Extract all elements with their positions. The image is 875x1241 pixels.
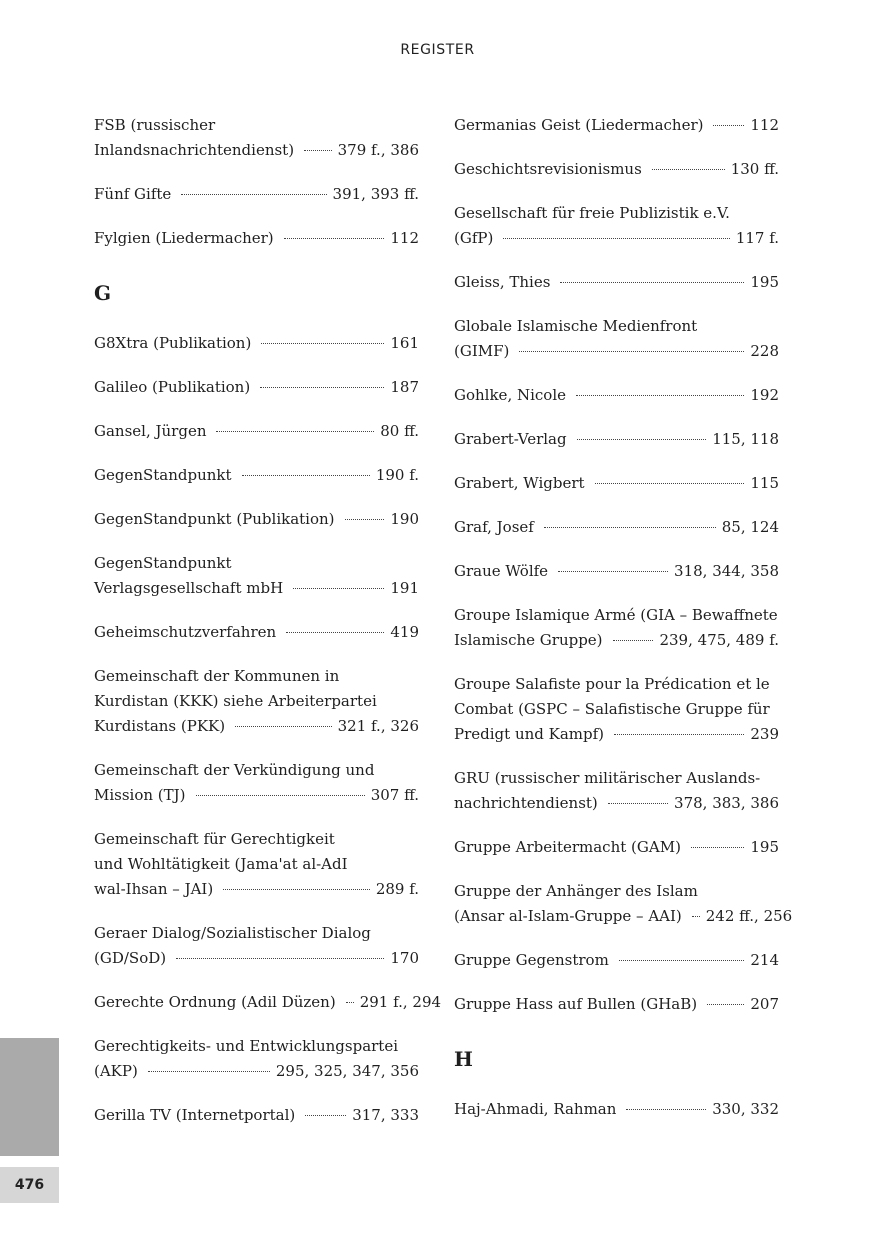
entry-last-line bbox=[94, 182, 419, 207]
index-entry bbox=[454, 672, 779, 747]
entry-last-line bbox=[94, 714, 419, 739]
entry-page-refs: 161 bbox=[390, 334, 419, 352]
dot-leader bbox=[304, 150, 332, 151]
entry-last-line bbox=[454, 992, 779, 1017]
entry-page-refs: 419 bbox=[390, 623, 419, 641]
dot-leader bbox=[713, 125, 744, 126]
entry-term-line: Gesellschaft für freie Publizistik e.V. bbox=[454, 204, 730, 222]
dot-leader bbox=[196, 795, 365, 796]
entry-term-line: Groupe Salafiste pour la Prédication et le bbox=[454, 675, 770, 693]
index-entry bbox=[454, 1097, 779, 1122]
entry-term-line: Gemeinschaft der Kommunen in bbox=[94, 667, 340, 685]
index-entry bbox=[454, 314, 779, 364]
entry-last-line bbox=[94, 226, 419, 251]
index-entry bbox=[94, 921, 419, 971]
entry-page-refs: 80 ff. bbox=[380, 422, 419, 440]
running-head: REGISTER bbox=[400, 42, 475, 58]
entry-term-line: (GD/SoD) bbox=[94, 949, 167, 967]
dot-leader bbox=[560, 282, 744, 283]
dot-leader bbox=[345, 519, 385, 520]
entry-page-refs: 291 f., 294 bbox=[359, 993, 442, 1011]
dot-leader bbox=[558, 571, 668, 572]
dot-leader bbox=[305, 1115, 346, 1116]
entry-page-refs: 330, 332 bbox=[712, 1100, 779, 1118]
entry-page-refs: 130 ff. bbox=[730, 160, 779, 178]
index-entry bbox=[454, 948, 779, 973]
entry-page-refs: 190 f. bbox=[375, 466, 419, 484]
dot-leader bbox=[261, 343, 384, 344]
entry-page-refs: 239, 475, 489 f. bbox=[659, 631, 779, 649]
dot-leader bbox=[223, 889, 370, 890]
entry-term-line: Mission (TJ) bbox=[94, 786, 186, 804]
index-entry bbox=[454, 766, 779, 816]
entry-term-line: Graf, Josef bbox=[454, 518, 534, 536]
entry-last-line bbox=[454, 515, 779, 540]
entry-last-line bbox=[454, 471, 779, 496]
entry-term-line: Gruppe Gegenstrom bbox=[454, 951, 609, 969]
entry-term-line: Gemeinschaft der Verkündigung und bbox=[94, 761, 375, 779]
index-entry bbox=[94, 182, 419, 207]
entry-last-line bbox=[454, 113, 779, 138]
entry-page-refs: 195 bbox=[750, 838, 779, 856]
index-entry bbox=[94, 375, 419, 400]
entry-term-line: Haj-Ahmadi, Rahman bbox=[454, 1100, 617, 1118]
index-entry bbox=[454, 427, 779, 452]
entry-term-line: GegenStandpunkt (Publikation) bbox=[94, 510, 335, 528]
entry-term-line: Fünf Gifte bbox=[94, 185, 172, 203]
index-entry bbox=[94, 1103, 419, 1128]
index-entry bbox=[454, 270, 779, 295]
index-entry bbox=[454, 559, 779, 584]
entry-term-line: (GfP) bbox=[454, 229, 494, 247]
entry-term-line: Groupe Islamique Armé (GIA – Bewaffnete bbox=[454, 606, 778, 624]
entry-last-line bbox=[454, 1097, 779, 1122]
entry-term-line: Fylgien (Liedermacher) bbox=[94, 229, 274, 247]
index-entry bbox=[454, 383, 779, 408]
index-entry bbox=[94, 113, 419, 163]
entry-term-line: GegenStandpunkt bbox=[94, 554, 232, 572]
page-number: 476 bbox=[0, 1167, 59, 1203]
entry-term-line: GRU (russischer militärischer Auslands- bbox=[454, 769, 761, 787]
entry-term-line: Gerechte Ordnung (Adil Düzen) bbox=[94, 993, 336, 1011]
entry-last-line bbox=[454, 559, 779, 584]
entry-page-refs: 317, 333 bbox=[352, 1106, 419, 1124]
dot-leader bbox=[626, 1109, 706, 1110]
entry-last-line bbox=[454, 904, 793, 929]
entry-term-line: Gohlke, Nicole bbox=[454, 386, 567, 404]
dot-leader bbox=[148, 1071, 270, 1072]
entry-last-line bbox=[454, 791, 779, 816]
entry-last-line bbox=[94, 946, 419, 971]
entry-page-refs: 391, 393 ff. bbox=[332, 185, 419, 203]
index-column-right bbox=[454, 113, 793, 1141]
entry-term-line: Predigt und Kampf) bbox=[454, 725, 605, 743]
entry-term-line: Combat (GSPC – Salafistische Gruppe für bbox=[454, 700, 770, 718]
entry-last-line bbox=[454, 226, 779, 251]
entry-term-line: (AKP) bbox=[94, 1062, 138, 1080]
dot-leader bbox=[595, 483, 745, 484]
entry-last-line bbox=[94, 507, 419, 532]
index-entry bbox=[454, 879, 793, 929]
entry-last-line bbox=[454, 948, 779, 973]
entry-last-line bbox=[94, 783, 419, 808]
entry-last-line bbox=[94, 990, 442, 1015]
entry-term-line: Globale Islamische Medienfront bbox=[454, 317, 698, 335]
dot-leader bbox=[235, 726, 332, 727]
dot-leader bbox=[284, 238, 385, 239]
entry-last-line bbox=[94, 331, 419, 356]
entry-page-refs: 378, 383, 386 bbox=[674, 794, 779, 812]
dot-leader bbox=[707, 1004, 744, 1005]
entry-term-line: und Wohltätigkeit (Jama'at al-AdI bbox=[94, 855, 348, 873]
dot-leader bbox=[346, 1002, 354, 1003]
dot-leader bbox=[293, 588, 384, 589]
entry-page-refs: 117 f. bbox=[735, 229, 779, 247]
entry-term-line: GegenStandpunkt bbox=[94, 466, 232, 484]
index-entry bbox=[94, 507, 419, 532]
index-entry bbox=[94, 827, 419, 902]
entry-term-line: Gruppe der Anhänger des Islam bbox=[454, 882, 698, 900]
dot-leader bbox=[216, 431, 374, 432]
entry-last-line bbox=[454, 835, 779, 860]
entry-page-refs: 115, 118 bbox=[712, 430, 779, 448]
entry-term-line: Kurdistan (KKK) siehe Arbeiterpartei bbox=[94, 692, 377, 710]
entry-last-line bbox=[94, 375, 419, 400]
entry-term-line: Gruppe Arbeitermacht (GAM) bbox=[454, 838, 681, 856]
entry-last-line bbox=[454, 427, 779, 452]
dot-leader bbox=[503, 238, 729, 239]
index-entry bbox=[454, 201, 779, 251]
entry-term-line: Geschichtsrevisionismus bbox=[454, 160, 642, 178]
entry-term-line: G8Xtra (Publikation) bbox=[94, 334, 252, 352]
index-entry bbox=[454, 113, 779, 138]
dot-leader bbox=[652, 169, 725, 170]
entry-term-line: Verlagsgesellschaft mbH bbox=[94, 579, 284, 597]
entry-last-line bbox=[454, 722, 779, 747]
dot-leader bbox=[613, 640, 654, 641]
index-entry bbox=[454, 157, 779, 182]
index-entry bbox=[454, 471, 779, 496]
entry-page-refs: 195 bbox=[750, 273, 779, 291]
entry-page-refs: 170 bbox=[390, 949, 419, 967]
entry-term-line: Gruppe Hass auf Bullen (GHaB) bbox=[454, 995, 698, 1013]
entry-last-line bbox=[454, 270, 779, 295]
entry-page-refs: 192 bbox=[750, 386, 779, 404]
index-entry bbox=[94, 1034, 419, 1084]
dot-leader bbox=[608, 803, 668, 804]
entry-last-line bbox=[454, 628, 779, 653]
entry-term-line: Grabert, Wigbert bbox=[454, 474, 585, 492]
index-entry bbox=[94, 463, 419, 488]
entry-page-refs: 214 bbox=[750, 951, 779, 969]
entry-term-line: Gansel, Jürgen bbox=[94, 422, 207, 440]
index-entry bbox=[94, 664, 419, 739]
dot-leader bbox=[692, 916, 700, 917]
entry-page-refs: 228 bbox=[750, 342, 779, 360]
entry-page-refs: 191 bbox=[390, 579, 419, 597]
dot-leader bbox=[544, 527, 716, 528]
dot-leader bbox=[691, 847, 744, 848]
index-entry bbox=[94, 419, 419, 444]
entry-term-line: (GIMF) bbox=[454, 342, 510, 360]
dot-leader bbox=[181, 194, 326, 195]
thumb-index-tab bbox=[0, 1038, 59, 1156]
entry-page-refs: 112 bbox=[750, 116, 779, 134]
entry-term-line: wal-Ihsan – JAI) bbox=[94, 880, 214, 898]
entry-page-refs: 85, 124 bbox=[721, 518, 779, 536]
section-letter: H bbox=[454, 1047, 473, 1071]
entry-term-line: Geheimschutzverfahren bbox=[94, 623, 277, 641]
index-entry bbox=[454, 603, 779, 653]
dot-leader bbox=[576, 395, 744, 396]
index-entry bbox=[94, 758, 419, 808]
index-entry bbox=[94, 551, 419, 601]
dot-leader bbox=[242, 475, 370, 476]
dot-leader bbox=[614, 734, 744, 735]
entry-term-line: Islamische Gruppe) bbox=[454, 631, 603, 649]
entry-last-line bbox=[94, 1059, 419, 1084]
entry-term-line: Grabert-Verlag bbox=[454, 430, 567, 448]
entry-page-refs: 379 f., 386 bbox=[337, 141, 419, 159]
entry-term-line: Kurdistans (PKK) bbox=[94, 717, 226, 735]
dot-leader bbox=[577, 439, 707, 440]
entry-term-line: Gerilla TV (Internetportal) bbox=[94, 1106, 296, 1124]
entry-last-line bbox=[454, 157, 779, 182]
entry-term-line: Gleiss, Thies bbox=[454, 273, 551, 291]
index-column-left bbox=[94, 113, 442, 1147]
entry-last-line bbox=[94, 463, 419, 488]
section-letter: G bbox=[94, 281, 112, 305]
entry-page-refs: 115 bbox=[750, 474, 779, 492]
entry-last-line bbox=[94, 877, 419, 902]
dot-leader bbox=[619, 960, 745, 961]
entry-term-line: Geraer Dialog/Sozialistischer Dialog bbox=[94, 924, 371, 942]
entry-term-line: (Ansar al-Islam-Gruppe – AAI) bbox=[454, 907, 682, 925]
entry-page-refs: 242 ff., 256 bbox=[705, 907, 793, 925]
entry-last-line bbox=[94, 138, 419, 163]
entry-page-refs: 295, 325, 347, 356 bbox=[275, 1062, 419, 1080]
dot-leader bbox=[519, 351, 744, 352]
entry-page-refs: 207 bbox=[750, 995, 779, 1013]
entry-term-line: Gerechtigkeits- und Entwicklungspartei bbox=[94, 1037, 399, 1055]
index-entry bbox=[454, 515, 779, 540]
index-entry bbox=[94, 620, 419, 645]
entry-last-line bbox=[94, 1103, 419, 1128]
entry-term-line: Inlandsnachrichtendienst) bbox=[94, 141, 295, 159]
index-entry bbox=[94, 331, 419, 356]
entry-last-line bbox=[454, 339, 779, 364]
entry-page-refs: 321 f., 326 bbox=[337, 717, 419, 735]
entry-page-refs: 318, 344, 358 bbox=[674, 562, 779, 580]
index-entry bbox=[454, 992, 779, 1017]
entry-last-line bbox=[94, 419, 419, 444]
entry-page-refs: 289 f. bbox=[375, 880, 419, 898]
dot-leader bbox=[176, 958, 384, 959]
index-entry bbox=[94, 226, 419, 251]
entry-last-line bbox=[94, 620, 419, 645]
entry-term-line: Galileo (Publikation) bbox=[94, 378, 251, 396]
entry-last-line bbox=[94, 576, 419, 601]
entry-term-line: Graue Wölfe bbox=[454, 562, 549, 580]
entry-last-line bbox=[454, 383, 779, 408]
index-entry bbox=[94, 990, 442, 1015]
entry-page-refs: 112 bbox=[390, 229, 419, 247]
entry-page-refs: 190 bbox=[390, 510, 419, 528]
entry-term-line: Gemeinschaft für Gerechtigkeit bbox=[94, 830, 335, 848]
dot-leader bbox=[286, 632, 384, 633]
entry-term-line: Germanias Geist (Liedermacher) bbox=[454, 116, 704, 134]
index-entry bbox=[454, 835, 779, 860]
entry-page-refs: 239 bbox=[750, 725, 779, 743]
entry-term-line: nachrichtendienst) bbox=[454, 794, 598, 812]
entry-page-refs: 187 bbox=[390, 378, 419, 396]
dot-leader bbox=[260, 387, 384, 388]
entry-page-refs: 307 ff. bbox=[370, 786, 419, 804]
entry-term-line: FSB (russischer bbox=[94, 116, 216, 134]
